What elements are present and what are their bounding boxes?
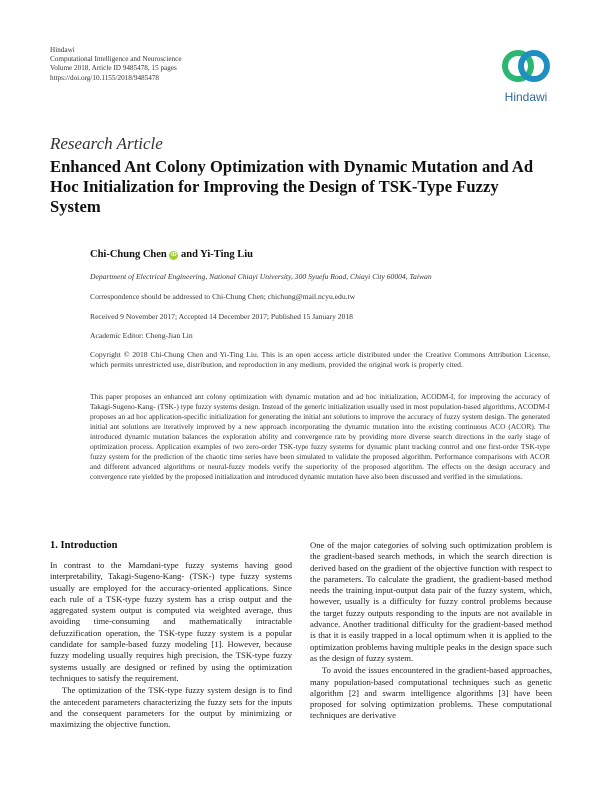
paragraph: One of the major categories of solving such optimization problem is the gradient-based search methods, in which the search direction is derived based on the gradient of the objective function with respect to the parameters. To calculate the gradient, the gradient-based method needs the training input-output data pair of the fuzzy system, which, however, usually is a difficulty for fuzzy control problems because the target fuzzy outputs responding to the inputs are not available in advance. Another traditional difficulty for the gradient-based method is that it is easily trapped in a local optimum when it is applied to the optimization problems having multiple peaks in the design space such as the design of fuzzy system. [310, 540, 552, 663]
right-column [310, 540, 552, 722]
paragraph: In contrast to the Mamdani-type fuzzy systems having good interpretability, Takagi-Sugeno-Kang- (TSK-) type fuzzy systems usually are employed for the accuracy-oriented applications. Since each rule of a TSK-type fuzzy system has a crisp output and the aggregated system output is computed via weighted average, thus avoiding time-consuming and mathematically intractable defuzzification operation, the TSK-type fuzzy system is a popular candidate for sample-based fuzzy modeling [1]. However, because fuzzy modeling usually requires high precision, the TSK-type fuzzy systems usually are designed or refined by using the optimization techniques to satisfy the requirement. [50, 560, 292, 683]
publisher-name: Hindawi [50, 46, 75, 54]
authors [90, 249, 253, 260]
author-rest[interactable]: and Yi-Ting Liu [181, 249, 253, 260]
dates: Received 9 November 2017; Accepted 14 December 2017; Published 15 January 2018 [90, 312, 353, 321]
paragraph: To avoid the issues encountered in the gradient-based approaches, many population-based computational techniques such as genetic algorithm [2] and swarm intelligence algorithms [3] have been proposed for solving optimization problems. These computational techniques are derivative [310, 665, 552, 721]
academic-editor: Academic Editor: Cheng-Jian Lin [90, 331, 193, 340]
section-heading: 1. Introduction [50, 540, 118, 551]
journal-meta [50, 46, 182, 83]
journal-name: Computational Intelligence and Neuroscience [50, 55, 182, 64]
article-type: Research Article [50, 134, 163, 153]
left-column [50, 560, 292, 730]
abstract: This paper proposes an enhanced ant colony optimization with dynamic mutation and ad hoc initialization, ACODM-I, for improving the accuracy of Takagi-Sugeno-Kang- (TSK-) type fuzzy systems design. Instead of the generic initialization usually used in most population-based algorithms, ACODM-I proposes an ad hoc application-specific initialization for generating the initial ant solutions to improve the accuracy of fuzzy system design. The generated initial ant solutions are iteratively improved by a new approach incorporating the dynamic mutation into the existing continuous ACO (ACOR). The introduced dynamic mutation balances the exploration ability and convergence rate by providing more diverse search directions in the early stage of optimization process. Application examples of two zero-order TSK-type fuzzy systems for dynamic plant tracking control and one first-order TSK-type fuzzy system for the prediction of the chaotic time series have been simulated to validate the proposed algorithm. Performance comparisons with ACOR and different advanced algorithms or neural-fuzzy models verify the superiority of the proposed algorithm. The effects on the design accuracy and convergence rate yielded by the proposed initialization and introduced dynamic mutation have also been discussed and verified in the simulations. [90, 392, 550, 481]
volume-line: Volume 2018, Article ID 9485478, 15 pages [50, 64, 177, 73]
paper-title: Enhanced Ant Colony Optimization with Dynamic Mutation and Ad Hoc Initialization for Improving the Design of TSK-Type Fuzzy System [50, 157, 534, 216]
correspondence: Correspondence should be addressed to Chi-Chung Chen; chichung@mail.ncyu.edu.tw [90, 292, 356, 301]
paragraph: The optimization of the TSK-type fuzzy system design is to find the antecedent parameters characterizing the fuzzy sets for the inputs and the consequent parameters for the output by minimizing or maximizing the objective function. [50, 685, 292, 730]
author-first[interactable]: Chi-Chung Chen [90, 249, 167, 260]
logo-text: Hindawi [504, 90, 548, 104]
copyright-notice: Copyright © 2018 Chi-Chung Chen and Yi-Ting Liu. This is an open access article distributed under the Creative Commons Attribution License, which permits unrestricted use, distribution, and reproduction in any medium, provided the original work is properly cited. [90, 350, 550, 369]
affiliation: Department of Electrical Engineering, National Chiayi University, 300 Syuefu Road, Chiayi City 60004, Taiwan [90, 272, 432, 281]
orcid-icon[interactable]: iD [171, 252, 177, 258]
doi-link[interactable]: https://doi.org/10.1155/2018/9485478 [50, 73, 160, 82]
